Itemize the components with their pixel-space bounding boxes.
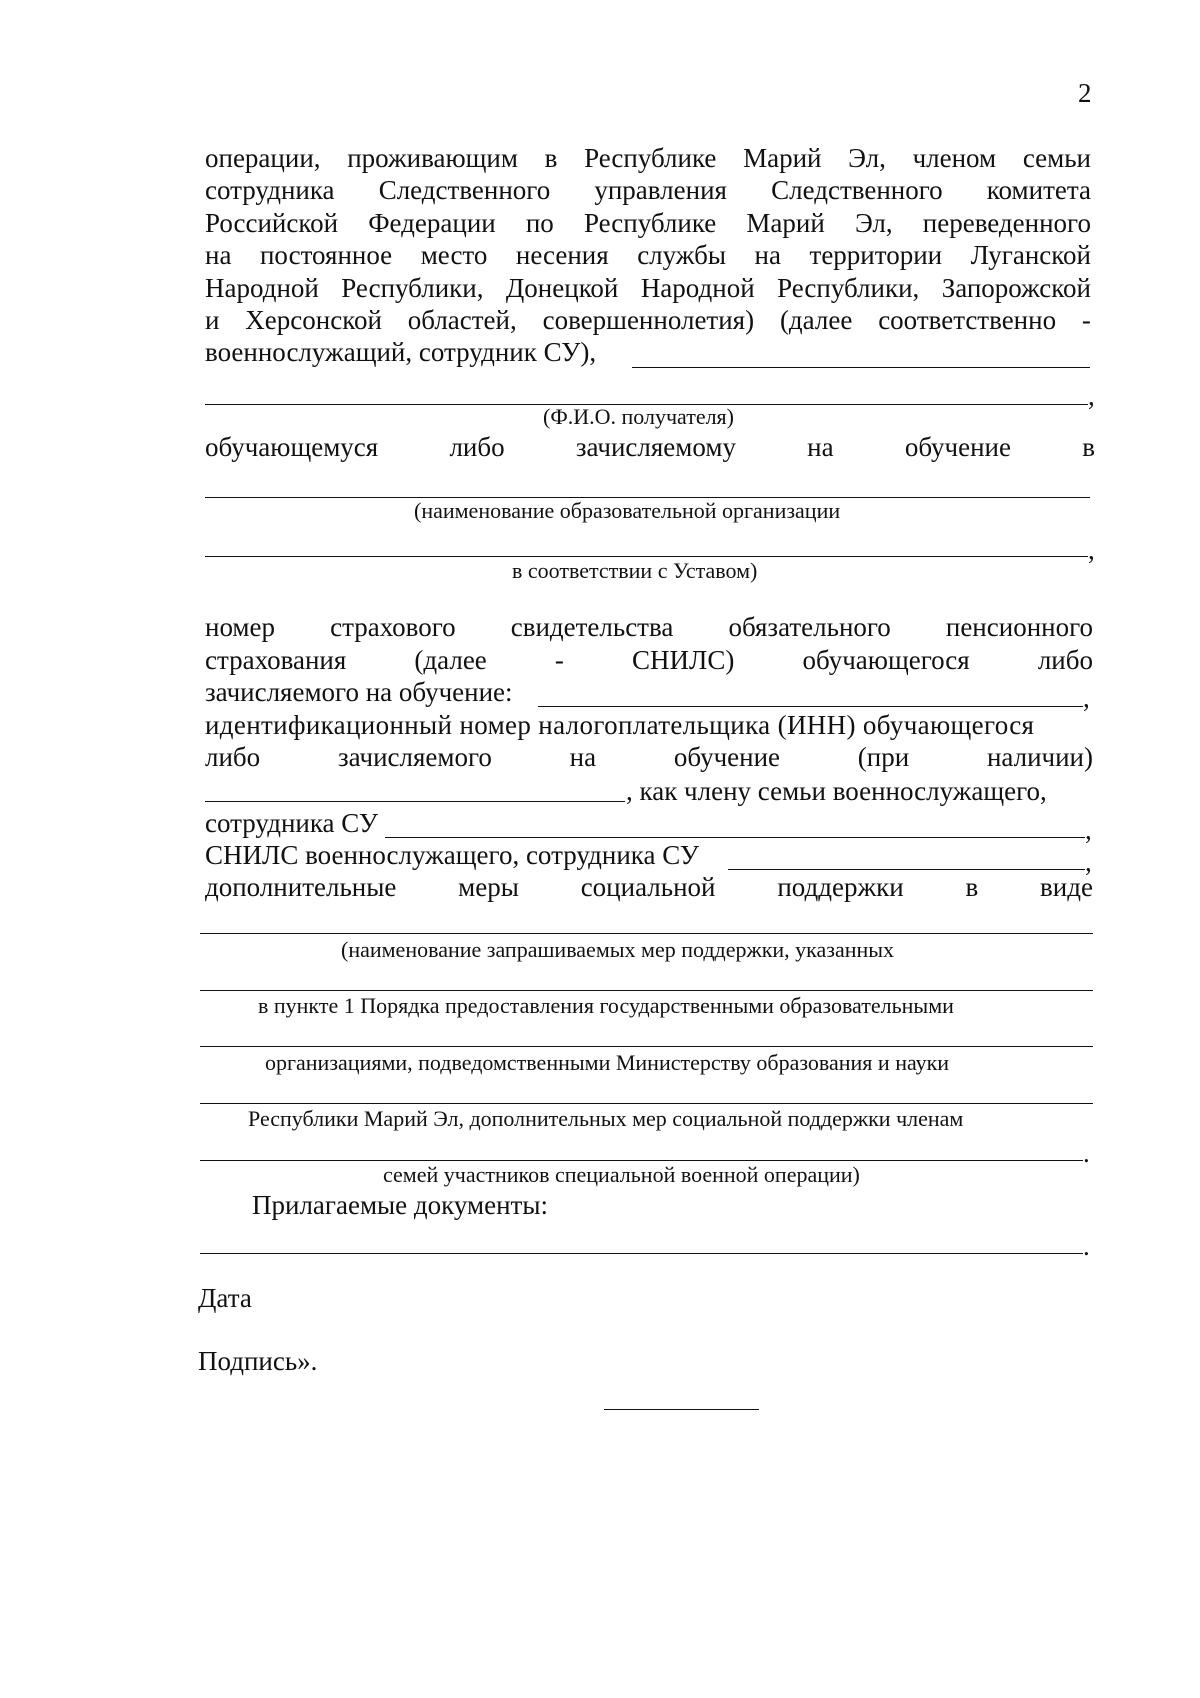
word: соответственно — [878, 305, 1057, 335]
closing-separator — [604, 1409, 759, 1410]
word: в — [544, 143, 558, 173]
word: территории — [809, 240, 943, 270]
word: Луганской — [970, 240, 1091, 270]
word: в — [1082, 432, 1095, 462]
word: либо — [205, 742, 261, 772]
word: Донецкой — [505, 273, 619, 303]
measures-blank-2 — [200, 990, 1093, 991]
word: Следственного — [771, 175, 943, 205]
word: Марий — [746, 208, 825, 238]
word: областей, — [407, 305, 517, 335]
word: на — [807, 432, 834, 462]
period: . — [1083, 1231, 1090, 1261]
signature-label: Подпись». — [198, 1346, 318, 1376]
snils-line-5 — [205, 742, 1093, 772]
serviceman-snils-blank — [728, 869, 1085, 870]
comma: , — [1083, 683, 1090, 713]
paragraph-line-5 — [205, 273, 1091, 303]
word: членом — [912, 143, 997, 173]
word: страхования — [205, 645, 347, 675]
paragraph-line-3 — [205, 208, 1091, 238]
recipient-name-caption: (Ф.И.О. получателя) — [543, 404, 735, 429]
word: несения — [515, 240, 609, 270]
word: на — [754, 240, 781, 270]
word: проживающим — [347, 143, 518, 173]
comma: , — [1088, 381, 1095, 411]
paragraph-line-2 — [205, 175, 1091, 205]
word: (далее — [414, 645, 487, 675]
word: по — [525, 208, 554, 238]
snils-line-8: СНИЛС военнослужащего, сотрудника СУ — [205, 840, 699, 870]
word: семьи — [1022, 143, 1091, 173]
snils-line-3: зачисляемого на обучение: — [205, 677, 513, 707]
paragraph-line-7: военнослужащий, сотрудник СУ), — [205, 337, 597, 367]
measures-caption-3: организациями, подведомственными Министерству образования и науки — [265, 1050, 950, 1075]
date-label: Дата — [198, 1283, 252, 1313]
measures-caption-1: (наименование запрашиваемых мер поддержки, указанных — [341, 937, 895, 962]
student-snils-blank — [538, 706, 1083, 707]
inn-blank — [205, 801, 625, 802]
word: либо — [449, 432, 505, 462]
word: поддержки — [777, 872, 904, 902]
word: Следственного — [378, 175, 551, 205]
word: на — [205, 240, 232, 270]
word: постоянное — [259, 240, 393, 270]
word: социальной — [580, 872, 716, 902]
word: обязательного — [728, 612, 891, 642]
word: операции, — [205, 143, 321, 173]
paragraph-line-6 — [205, 305, 1091, 335]
snils-line-9 — [205, 872, 1093, 902]
word: наличии) — [986, 742, 1093, 772]
word: - — [554, 645, 564, 675]
word: Эл, — [854, 208, 893, 238]
word: Республике — [583, 208, 717, 238]
word: Республики, — [777, 273, 920, 303]
measures-blank-4 — [200, 1103, 1093, 1104]
measures-blank-5 — [200, 1160, 1083, 1161]
word: Российской — [205, 208, 339, 238]
word: зачисляемому — [575, 432, 736, 462]
word: страхового — [330, 612, 456, 642]
word: сотрудника — [205, 175, 335, 205]
word: (при — [857, 742, 910, 772]
word: обучение — [904, 432, 1011, 462]
word: Народной — [640, 273, 755, 303]
word: Эл, — [848, 143, 886, 173]
measures-blank-3 — [200, 1046, 1093, 1047]
word: обучающегося — [802, 645, 970, 675]
word: совершеннолетия) — [542, 305, 755, 335]
word: Республике — [584, 143, 717, 173]
word: Федерации — [368, 208, 496, 238]
comma: , — [1085, 815, 1092, 845]
word: обучающемуся — [205, 432, 379, 462]
word: либо — [1037, 645, 1093, 675]
word: Республики, — [341, 273, 484, 303]
attachments-blank — [200, 1253, 1083, 1254]
blank-line — [632, 367, 1090, 368]
paragraph-line-1 — [205, 143, 1091, 173]
org-caption-line-1: (наименование образовательной организации — [414, 498, 841, 523]
word: - — [1081, 305, 1091, 335]
word: место — [420, 240, 488, 270]
word: Запорожской — [941, 273, 1091, 303]
word: комитета — [986, 175, 1091, 205]
org-caption-line-2: в соответствии с Уставом) — [512, 558, 758, 583]
word: в — [965, 872, 979, 902]
word: зачисляемого — [337, 742, 492, 772]
paragraph-line-4 — [205, 240, 1091, 270]
word: виде — [1040, 872, 1093, 902]
measures-blank-1 — [200, 933, 1093, 934]
word: управления — [594, 175, 727, 205]
comma: , — [1085, 847, 1092, 877]
org-charter-blank — [205, 556, 1088, 557]
word: дополнительные — [205, 872, 397, 902]
period: . — [1083, 1138, 1090, 1168]
recipient-line — [205, 432, 1095, 462]
word: Марий — [743, 143, 822, 173]
attachments-label: Прилагаемые документы: — [252, 1190, 548, 1220]
word: службы — [637, 240, 726, 270]
measures-caption-4: Республики Марий Эл, дополнительных мер социальной поддержки членам — [248, 1106, 964, 1131]
snils-line-7: сотрудника СУ — [205, 808, 379, 838]
word: меры — [458, 872, 519, 902]
serviceman-name-blank — [385, 837, 1085, 838]
word: пенсионного — [945, 612, 1093, 642]
word: Херсонской — [245, 305, 382, 335]
word: СНИЛС) — [632, 645, 735, 675]
word: обучение — [673, 742, 781, 772]
word: и — [205, 305, 220, 335]
snils-line-1 — [205, 612, 1093, 642]
comma: , — [1088, 535, 1095, 565]
snils-line-2 — [205, 645, 1093, 675]
word: свидетельства — [510, 612, 674, 642]
snils-line-6: , как члену семьи военнослужащего, — [626, 776, 1047, 806]
word: на — [569, 742, 597, 772]
page-number: 2 — [1078, 78, 1092, 108]
word: номер — [205, 612, 276, 642]
measures-caption-2: в пункте 1 Порядка предоставления государственными образовательными — [258, 993, 954, 1018]
word: (далее — [779, 305, 853, 335]
word: переведенного — [922, 208, 1091, 238]
measures-caption-5: семей участников специальной военной операции) — [383, 1162, 860, 1187]
word: Народной — [205, 273, 319, 303]
snils-line-4: идентификационный номер налогоплательщика (ИНН) обучающегося — [205, 710, 1035, 740]
